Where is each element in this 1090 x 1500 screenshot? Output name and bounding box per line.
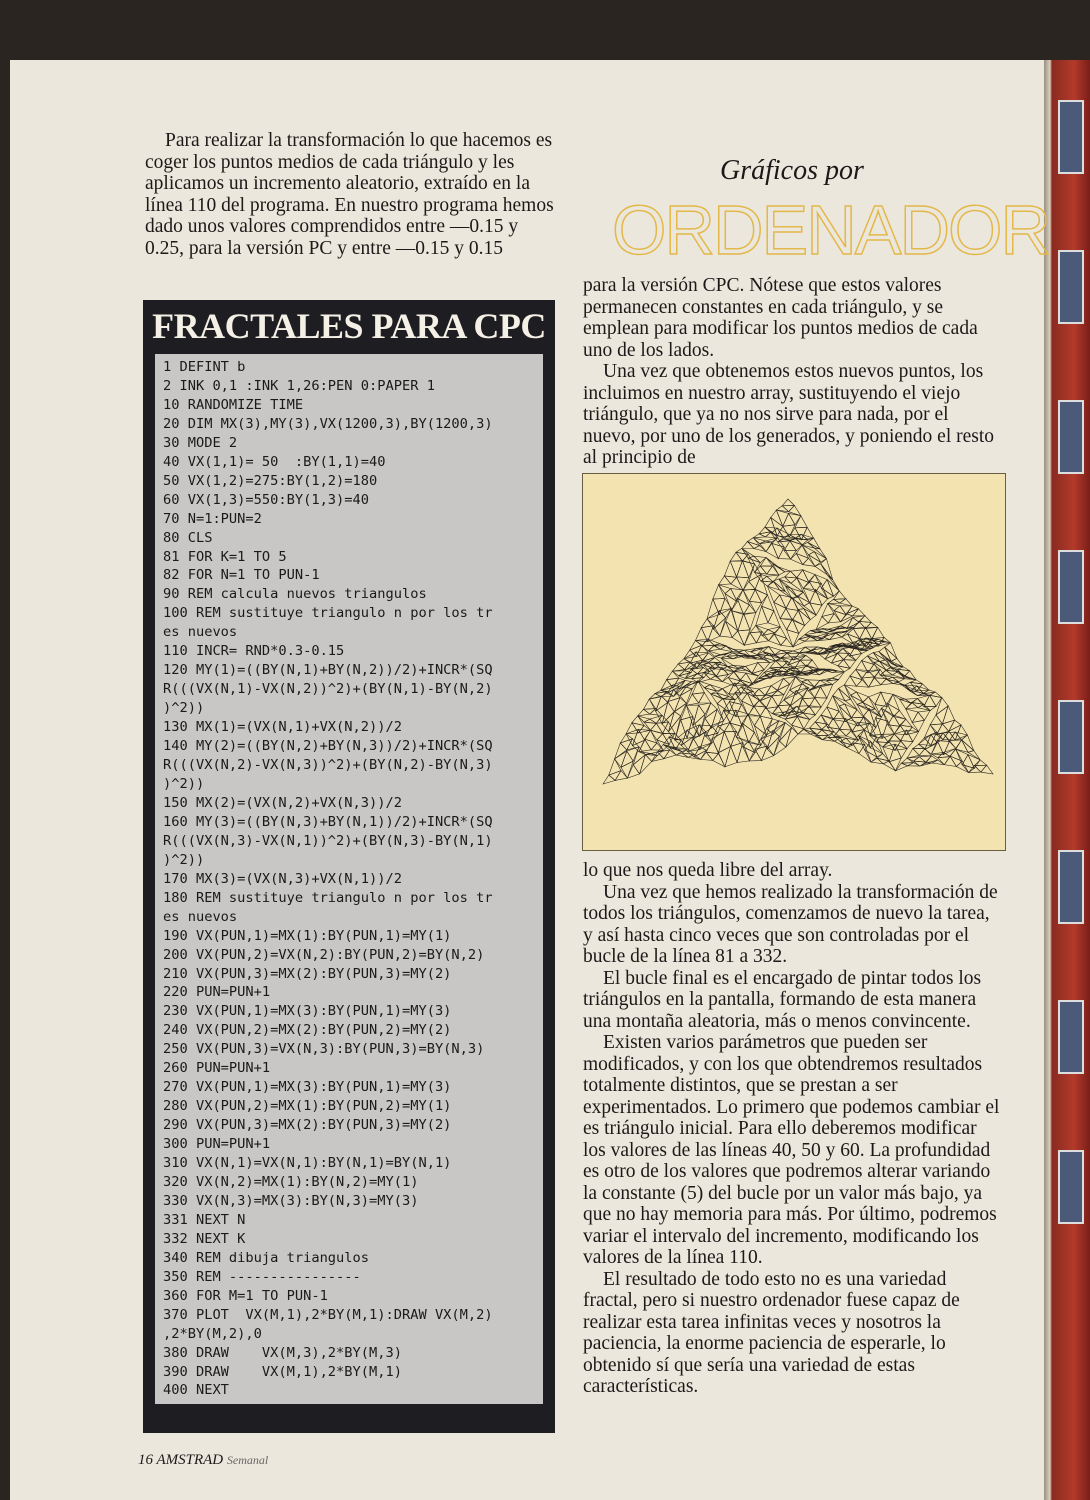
mountain-triangle (639, 739, 651, 752)
mountain-triangle (834, 730, 846, 737)
mountain-triangle (760, 566, 772, 574)
mountain-triangle (816, 617, 828, 630)
mountain-triangle (857, 704, 869, 716)
mountain-triangle (725, 746, 737, 766)
code-line: )^2)) (163, 851, 205, 868)
column2-text-top (583, 275, 1003, 469)
mountain-triangle (866, 627, 878, 639)
code-line: )^2)) (163, 775, 205, 792)
mountain-triangle (713, 754, 725, 767)
mountain-triangle (737, 577, 749, 591)
mountain-triangle (667, 678, 679, 688)
mountain-triangle (856, 661, 868, 673)
mountain-triangle (650, 716, 662, 724)
code-line: 50 VX(1,2)=275:BY(1,2)=180 (163, 472, 378, 489)
code-line: 90 REM calcula nuevos triangulos (163, 586, 427, 603)
mountain-triangle (778, 567, 790, 572)
code-line: 250 VX(PUN,3)=VX(N,3):BY(PUN,3)=BY(N,3) (163, 1041, 485, 1058)
code-line: 140 MY(2)=((BY(N,2)+BY(N,3))/2)+INCR*(SQ (163, 738, 493, 755)
mountain-triangle (919, 756, 931, 762)
page-number: 16 (138, 1452, 153, 1468)
mountain-triangle (742, 542, 754, 549)
mountain-triangle (638, 726, 650, 733)
code-line: 310 VX(N,1)=VX(N,1):BY(N,1)=BY(N,1) (163, 1155, 452, 1172)
code-line: 400 NEXT (163, 1382, 229, 1399)
mountain-triangle (780, 590, 792, 599)
code-line: R(((VX(N,3)-VX(N,1))^2)+(BY(N,3)-BY(N,1) (163, 832, 493, 849)
mountain-triangle (769, 647, 781, 655)
mountain-triangle (603, 775, 615, 784)
mountain-triangle (814, 680, 826, 687)
mountain-triangle (788, 661, 800, 670)
paragraph: Una vez que obtenemos estos nuevos puntos, los incluimos en nuestro array, sustituyendo el viejo triángulo, que ya no nos sirve para nada, por el nuevo, por uno de los generados, y poniendo el resto al principio de (583, 361, 995, 468)
code-line: 60 VX(1,3)=550:BY(1,3)=40 (163, 491, 370, 508)
mountain-triangle (949, 740, 961, 749)
magazine-name: AMSTRAD (156, 1452, 224, 1468)
mountain-triangle (791, 570, 803, 578)
mountain-triangle (758, 663, 770, 670)
mountain-triangle (974, 760, 986, 766)
mountain-triangle (913, 749, 925, 756)
mountain-triangle (753, 538, 765, 544)
mountain-triangle (688, 739, 700, 752)
code-line: 320 VX(N,2)=MX(1):BY(N,2)=MY(1) (163, 1173, 419, 1190)
listing-title: FRACTALES PARA CPC (152, 306, 546, 346)
paragraph: Una vez que hemos realizado la transformación de todos los triángulos, comenzamos de nuevo la tarea, y así hasta cinco veces que son controladas por el bucle de la línea 81 a 332. (583, 881, 998, 967)
mountain-triangle (787, 630, 799, 647)
mountain-triangle (872, 627, 884, 638)
mountain-triangle (732, 631, 744, 645)
mountain-triangle (731, 743, 743, 763)
mountain-triangle (930, 715, 942, 725)
mountain-triangle (802, 680, 814, 687)
mountain-triangle (868, 670, 880, 677)
fractal-mountain-figure (582, 473, 1006, 851)
mountain-triangle (775, 650, 787, 654)
mountain-triangle (789, 506, 801, 516)
mountain-triangle (704, 685, 716, 691)
code-line: 82 FOR N=1 TO PUN-1 (163, 567, 320, 584)
mountain-triangle (785, 577, 797, 583)
code-line: 370 PLOT VX(M,1),2*BY(M,1):DRAW VX(M,2) (163, 1306, 493, 1323)
mountain-triangle (633, 755, 645, 774)
mountain-triangle (815, 575, 827, 589)
mountain-triangle (827, 575, 839, 591)
mountain-triangle (804, 603, 816, 616)
mountain-triangle (711, 694, 723, 704)
code-listing-box (143, 300, 555, 1433)
mountain-triangle (853, 743, 865, 754)
mountain-triangle (719, 732, 731, 753)
code-line: 180 REM sustituye triangulo n por los tr (163, 889, 493, 906)
mountain-triangle (899, 699, 911, 703)
mountain-triangle (779, 728, 791, 748)
mountain-triangle (772, 695, 784, 707)
mountain-triangle (675, 720, 687, 740)
mountain-triangle (880, 670, 892, 675)
mountain-triangle (679, 671, 691, 676)
mountain-triangle (792, 717, 804, 729)
mountain-triangle (844, 660, 856, 669)
mountain-triangle (944, 742, 956, 755)
mountain-triangle (798, 729, 810, 734)
column2-text-bottom (583, 860, 1003, 1398)
mountain-triangle (772, 691, 784, 696)
mountain-triangle (626, 723, 638, 734)
mountain-triangle (744, 633, 756, 645)
mountain-triangle (918, 711, 930, 721)
mountain-triangle (668, 698, 680, 712)
mountain-triangle (778, 679, 790, 691)
mountain-triangle (828, 599, 840, 603)
mountain-triangle (754, 706, 766, 716)
mountain-triangle (651, 730, 663, 740)
mountain-triangle (768, 627, 780, 633)
mountain-triangle (709, 658, 721, 663)
mountain-triangle (740, 667, 752, 673)
mountain-triangle (774, 741, 786, 756)
mountain-triangle (633, 740, 645, 752)
page-footer (138, 1452, 268, 1469)
mountain-triangle (730, 552, 742, 561)
mountain-triangle (850, 676, 862, 686)
mountain-triangle (819, 651, 831, 659)
mountain-triangle (815, 687, 827, 698)
paragraph: El bucle final es el encargado de pintar todos los triángulos en la pantalla, formando de esta manera una montaña aleatoria, más o menos convincente. (583, 967, 982, 1032)
code-line: 260 PUN=PUN+1 (163, 1060, 271, 1077)
mountain-triangle (782, 499, 794, 506)
mountain-triangle (719, 576, 731, 585)
decorative-window (1058, 250, 1084, 324)
mountain-triangle (930, 695, 942, 706)
mountain-triangle (720, 621, 732, 637)
mountain-triangle (664, 750, 676, 759)
code-line: 1 DEFINT b (163, 359, 246, 375)
mountain-triangle (713, 585, 725, 599)
code-line: 10 RANDOMIZE TIME (163, 396, 304, 413)
mountain-triangle (773, 564, 785, 575)
mountain-triangle (847, 743, 859, 754)
mountain-triangle (767, 566, 779, 575)
code-line: 230 VX(PUN,1)=MX(3):BY(PUN,1)=MY(3) (163, 1003, 452, 1020)
mountain-triangle (900, 725, 912, 735)
mountain-triangle (784, 551, 796, 560)
mountain-triangle (889, 744, 901, 762)
mountain-triangle (881, 692, 893, 707)
mountain-triangle (680, 687, 692, 696)
intro-paragraph (145, 130, 555, 259)
decorative-window (1058, 700, 1084, 774)
code-line: 170 MX(3)=(VX(N,3)+VX(N,1))/2 (163, 870, 402, 887)
mountain-triangle (744, 649, 756, 652)
mountain-triangle (851, 692, 863, 702)
mountain-triangle (725, 589, 737, 602)
mountain-triangle (755, 746, 767, 761)
mountain-triangle (724, 576, 736, 584)
mountain-triangle (883, 744, 895, 762)
mountain-triangle (856, 680, 868, 688)
mountain-triangle (808, 680, 820, 687)
mountain-triangle (737, 561, 749, 578)
mountain-triangle (875, 692, 887, 707)
mountain-triangle (886, 670, 898, 675)
mountain-triangle (834, 591, 846, 600)
mountain-triangle (736, 552, 748, 561)
mountain-triangle (760, 541, 772, 544)
mountain-triangle (974, 765, 986, 772)
mountain-triangle (786, 609, 798, 621)
mountain-triangle (759, 532, 771, 537)
mountain-triangle (851, 710, 863, 718)
code-line: 200 VX(PUN,2)=VX(N,2):BY(PUN,2)=BY(N,2) (163, 946, 485, 963)
mountain-triangle (735, 687, 747, 693)
mountain-triangle (899, 699, 911, 709)
mountain-triangle (744, 613, 756, 630)
code-line: 160 MY(3)=((BY(N,3)+BY(N,1))/2)+INCR*(SQ (163, 813, 493, 830)
mountain-triangle (874, 678, 886, 685)
code-line: 240 VX(PUN,2)=MX(2):BY(PUN,2)=MY(2) (163, 1022, 452, 1039)
mountain-triangle (873, 653, 885, 662)
mountain-triangle (912, 702, 924, 707)
code-line: ,2*BY(M,2),0 (163, 1325, 262, 1342)
mountain-triangle (755, 590, 767, 603)
mountain-triangle (856, 692, 868, 702)
mountain-triangle (645, 739, 657, 750)
code-line: es nuevos (163, 624, 238, 641)
mountain-triangle (860, 627, 872, 639)
mountain-triangle (770, 661, 782, 668)
code-line: 331 NEXT N (163, 1211, 246, 1228)
mountain-triangle (626, 729, 638, 745)
code-line: 220 PUN=PUN+1 (163, 984, 271, 1001)
mountain-triangle (724, 561, 736, 577)
mountain-triangle (692, 693, 704, 703)
mountain-triangle (796, 554, 808, 565)
section-header-big: ORDENADOR (612, 191, 1050, 269)
mountain-triangle (844, 685, 856, 695)
mountain-triangle (756, 632, 768, 643)
mountain-triangle (730, 710, 742, 726)
mountain-triangle (699, 703, 711, 714)
mountain-triangle (891, 658, 903, 667)
mountain-triangle (783, 513, 795, 526)
intro-text: Para realizar la transformación lo que hacemos es coger los puntos medios de cada triángulo y les aplicamos un incremento aleatorio, extraído en la línea 110 del programa. En nuestro programa hemos dado unos valores comprendidos entre —0.15 y 0.25, para la versión PC y entre —0.15 y 0.15 (145, 130, 554, 259)
code-line: 360 FOR M=1 TO PUN-1 (163, 1287, 328, 1304)
code-line: 80 CLS (163, 529, 213, 546)
mountain-triangle (714, 646, 726, 650)
code-line: 81 FOR K=1 TO 5 (163, 548, 287, 565)
next-page-edge (1044, 60, 1090, 1500)
mountain-triangle (901, 730, 913, 742)
mountain-triangle (914, 757, 926, 762)
mountain-triangle (754, 556, 766, 563)
mountain-triangle (901, 763, 913, 766)
mountain-triangle (801, 527, 813, 540)
mountain-triangle (778, 547, 790, 559)
paragraph: El resultado de todo esto no es una variedad fractal, pero si nuestro ordenador fuese capaz de realizar esta tarea infinitas veces y nosotros la paciencia, la enorme paciencia de esperarle, lo obtenido sí que sería una variedad de estas características. (583, 1268, 960, 1397)
mountain-triangle (729, 694, 741, 700)
mountain-triangle (692, 674, 704, 679)
mountain-triangle (699, 693, 711, 703)
mountain-triangle (786, 728, 798, 748)
code-line: 390 DRAW VX(M,1),2*BY(M,1) (163, 1363, 402, 1380)
mountain-triangle (924, 695, 936, 706)
mountain-triangle (851, 717, 863, 726)
code-line: 30 MODE 2 (163, 434, 238, 451)
mountain-triangle (784, 539, 796, 541)
paragraph: lo que nos queda libre del array. (583, 860, 833, 881)
mountain-triangle (644, 709, 656, 715)
mountain-triangle (859, 745, 871, 763)
paragraph: para la versión CPC. Nótese que estos valores permanecen constantes en cada triángulo, y se emplean para modificar los puntos medios de cada uno de los lados. (583, 275, 978, 361)
mountain-triangle (669, 712, 681, 732)
code-line: 20 DIM MX(3),MY(3),VX(1200,3),BY(1200,3) (163, 415, 493, 432)
mountain-triangle (822, 730, 834, 735)
mountain-triangle (821, 559, 833, 580)
mountain-triangle (815, 698, 827, 708)
mountain-triangle (846, 606, 858, 614)
mountain-triangle (956, 761, 968, 773)
mountain-triangle (753, 689, 765, 696)
mountain-triangle (750, 632, 762, 643)
code-line: 40 VX(1,1)= 50 :BY(1,1)=40 (163, 453, 386, 470)
mountain-triangle (856, 670, 868, 679)
mountain-triangle (748, 706, 760, 716)
mountain-triangle (706, 752, 718, 760)
decorative-window (1058, 100, 1084, 174)
mountain-triangle (761, 576, 773, 582)
code-line: 150 MX(2)=(VX(N,2)+VX(N,3))/2 (163, 794, 402, 811)
mountain-triangle (644, 719, 656, 723)
magazine-subtitle: Semanal (226, 1453, 269, 1467)
mountain-triangle (731, 589, 743, 602)
mountain-triangle (847, 618, 859, 629)
code-line: R(((VX(N,1)-VX(N,2))^2)+(BY(N,1)-BY(N,2) (163, 681, 493, 698)
code-line: 70 N=1:PUN=2 (163, 510, 262, 527)
decorative-window (1058, 850, 1084, 924)
code-line: 110 INCR= RND*0.3-0.15 (163, 643, 345, 660)
mountain-triangle (821, 588, 833, 599)
mountain-triangle (774, 627, 786, 638)
mountain-triangle (779, 579, 791, 588)
mountain-triangle (869, 692, 881, 704)
mountain-triangle (751, 649, 763, 655)
mountain-triangle (609, 771, 621, 781)
mountain-triangle (762, 606, 774, 623)
mountain-triangle (822, 614, 834, 623)
mountain-triangle (840, 730, 852, 736)
mountain-triangle (956, 749, 968, 765)
mountain-triangle (782, 506, 794, 512)
fractal-mountain-image (583, 474, 1005, 850)
code-line: 350 REM ---------------- (163, 1268, 361, 1285)
mountain-triangle (743, 590, 755, 602)
code-line: 330 VX(N,3)=MX(3):BY(N,3)=MY(3) (163, 1192, 419, 1209)
code-line: es nuevos (163, 908, 238, 925)
code-line: 210 VX(PUN,3)=MX(2):BY(PUN,3)=MY(2) (163, 965, 452, 982)
mountain-triangle (798, 592, 810, 602)
mountain-triangle (852, 722, 864, 732)
decorative-window (1058, 1150, 1084, 1224)
code-line: 280 VX(PUN,2)=MX(1):BY(PUN,2)=MY(1) (163, 1098, 452, 1115)
mountain-triangle (738, 630, 750, 645)
code-line: 2 INK 0,1 :INK 1,26:PEN 0:PAPER 1 (163, 377, 435, 394)
mountain-triangle (943, 732, 955, 740)
mountain-triangle (822, 604, 834, 617)
code-line: 100 REM sustituye triangulo n por los tr (163, 605, 493, 622)
code-line: 340 REM dibuja triangulos (163, 1249, 370, 1266)
mountain-triangle (815, 722, 827, 729)
mountain-triangle (850, 670, 862, 680)
mountain-triangle (912, 712, 924, 722)
mountain-triangle (730, 561, 742, 577)
mountain-triangle (672, 664, 684, 671)
mountain-triangle (738, 614, 750, 631)
code-line: 120 MY(1)=((BY(N,1)+BY(N,2))/2)+INCR*(SQ (163, 662, 493, 679)
mountain-triangle (840, 599, 852, 606)
mountain-triangle (686, 694, 698, 705)
mountain-triangle (737, 743, 749, 763)
mountain-triangle (771, 510, 783, 526)
mountain-triangle (718, 723, 730, 732)
mountain-triangle (814, 548, 826, 559)
code-line: 332 NEXT K (163, 1230, 246, 1247)
decorative-window (1058, 1000, 1084, 1074)
code-line: )^2)) (163, 700, 205, 717)
mountain-triangle (748, 542, 760, 549)
mountain-triangle (767, 581, 779, 590)
code-line: 290 VX(PUN,3)=MX(2):BY(PUN,3)=MY(2) (163, 1117, 452, 1134)
mountain-triangle (962, 765, 974, 773)
mountain-triangle (731, 577, 743, 590)
mountain-triangle (776, 661, 788, 667)
mountain-triangle (821, 685, 833, 699)
code-line: 190 VX(PUN,1)=MX(1):BY(PUN,1)=MY(1) (163, 927, 452, 944)
mountain-triangle (853, 609, 865, 616)
code-line: 270 VX(PUN,1)=MX(3):BY(PUN,1)=MY(3) (163, 1079, 452, 1096)
mountain-triangle (917, 684, 929, 691)
paragraph: Existen varios parámetros que pueden ser modificados, y con los que obtendremos resultados totalmente distintos, que se prestan a ser experimentados. Lo primero que podemos cambiar el es triángulo inicial. Para ello deberemos modificar los valores de las líneas 40, 50 y 60. La profundidad es otro de los valores que podremos alterar variando la constante (5) del bucle por un valor más bajo, ya que no hay memoria para más. Por último, podremos variar el intervalo del incremento, modificando los valores de la línea 110. (583, 1032, 1000, 1268)
code-line: 300 PUN=PUN+1 (163, 1136, 271, 1153)
code-line: 380 DRAW VX(M,3),2*BY(M,3) (163, 1344, 402, 1361)
mountain-triangle (766, 543, 778, 558)
mountain-triangle (722, 683, 734, 694)
mountain-triangle (846, 738, 858, 745)
decorative-window (1058, 400, 1084, 474)
code-listing (155, 354, 543, 1404)
code-line: 130 MX(1)=(VX(N,1)+VX(N,2))/2 (163, 719, 402, 736)
mountain-triangle (706, 739, 718, 754)
mountain-triangle (834, 599, 846, 603)
mountain-triangle (789, 513, 801, 524)
mountain-triangle (680, 689, 692, 704)
mountain-triangle (800, 656, 812, 661)
code-line: R(((VX(N,2)-VX(N,3))^2)+(BY(N,2)-BY(N,3) (163, 757, 493, 774)
mountain-triangle (790, 677, 802, 690)
section-header-small: Gráficos por (720, 155, 864, 186)
decorative-window (1058, 550, 1084, 624)
mountain-triangle (797, 717, 809, 729)
mountain-triangle (773, 564, 785, 572)
mountain-triangle (754, 546, 766, 552)
